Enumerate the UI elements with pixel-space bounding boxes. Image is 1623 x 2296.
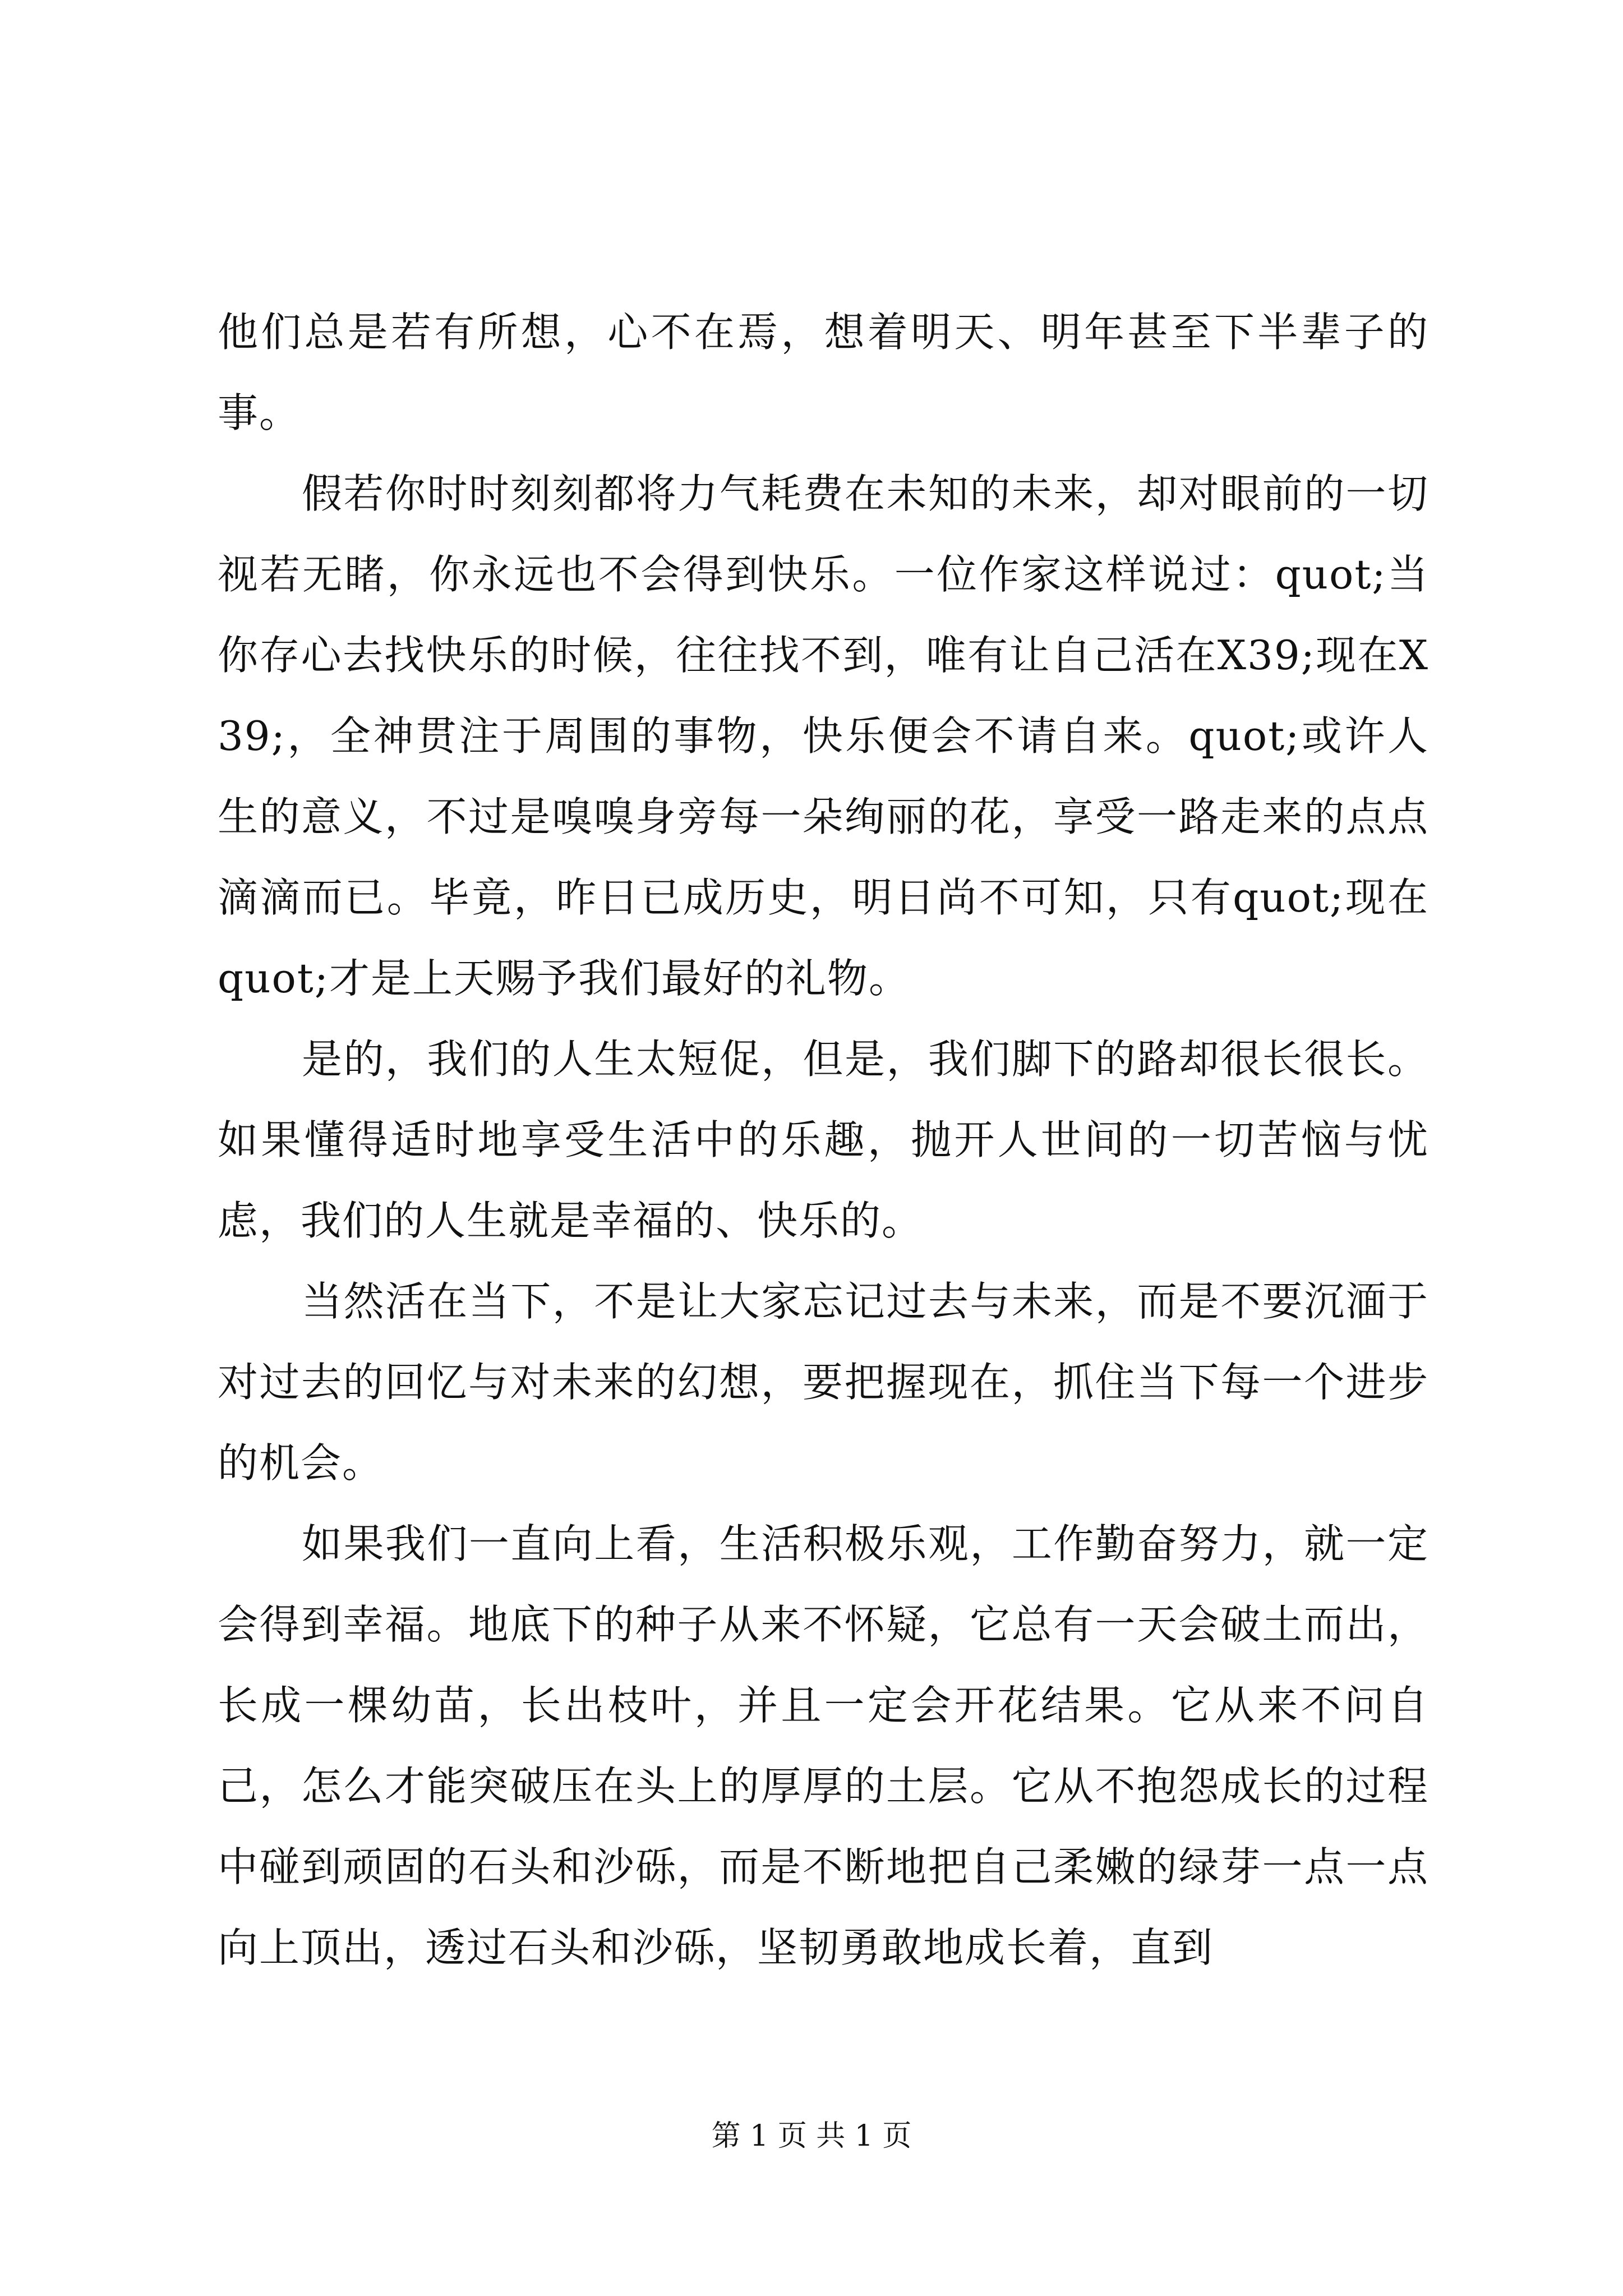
paragraph: 假若你时时刻刻都将力气耗费在未知的未来，却对眼前的一切视若无睹，你永远也不会得到快乐。一位作家这样说过：quot;当你存心去找快乐的时候，往往找不到，唯有让自己活在X39;现在X39;，全神贯注于周围的事物，快乐便会不请自来。quot;或许人生的意义，不过是嗅嗅身旁每一朵绚丽的花，享受一路走来的点点滴滴而已。毕竟，昨日已成历史，明日尚不可知，只有quot;现在quot;才是上天赐予我们最好的礼物。: [218, 470, 1429, 1002]
paragraph-continued: 他们总是若有所想，心不在焉，想着明天、明年甚至下半辈子的事。: [218, 309, 1429, 436]
paragraph: 是的，我们的人生太短促，但是，我们脚下的路却很长很长。如果懂得适时地享受生活中的乐趣，抛开人世间的一切苦恼与忧虑，我们的人生就是幸福的、快乐的。: [218, 1036, 1429, 1244]
paragraph: 如果我们一直向上看，生活积极乐观，工作勤奋努力，就一定会得到幸福。地底下的种子从来不怀疑，它总有一天会破土而出，长成一棵幼苗，长出枝叶，并且一定会开花结果。它从来不问自己，怎么才能突破压在头上的厚厚的土层。它从不抱怨成长的过程中碰到顽固的石头和沙砾，而是不断地把自己柔嫩的绿芽一点一点向上顶出，透过石头和沙砾，坚韧勇敢地成长着，直到: [218, 1520, 1429, 1971]
document-body: [218, 292, 1429, 1988]
paragraph: 当然活在当下，不是让大家忘记过去与未来，而是不要沉湎于对过去的回忆与对未来的幻想，要把握现在，抓住当下每一个进步的机会。: [218, 1278, 1429, 1487]
page-footer: 第 1 页 共 1 页: [711, 2119, 912, 2153]
